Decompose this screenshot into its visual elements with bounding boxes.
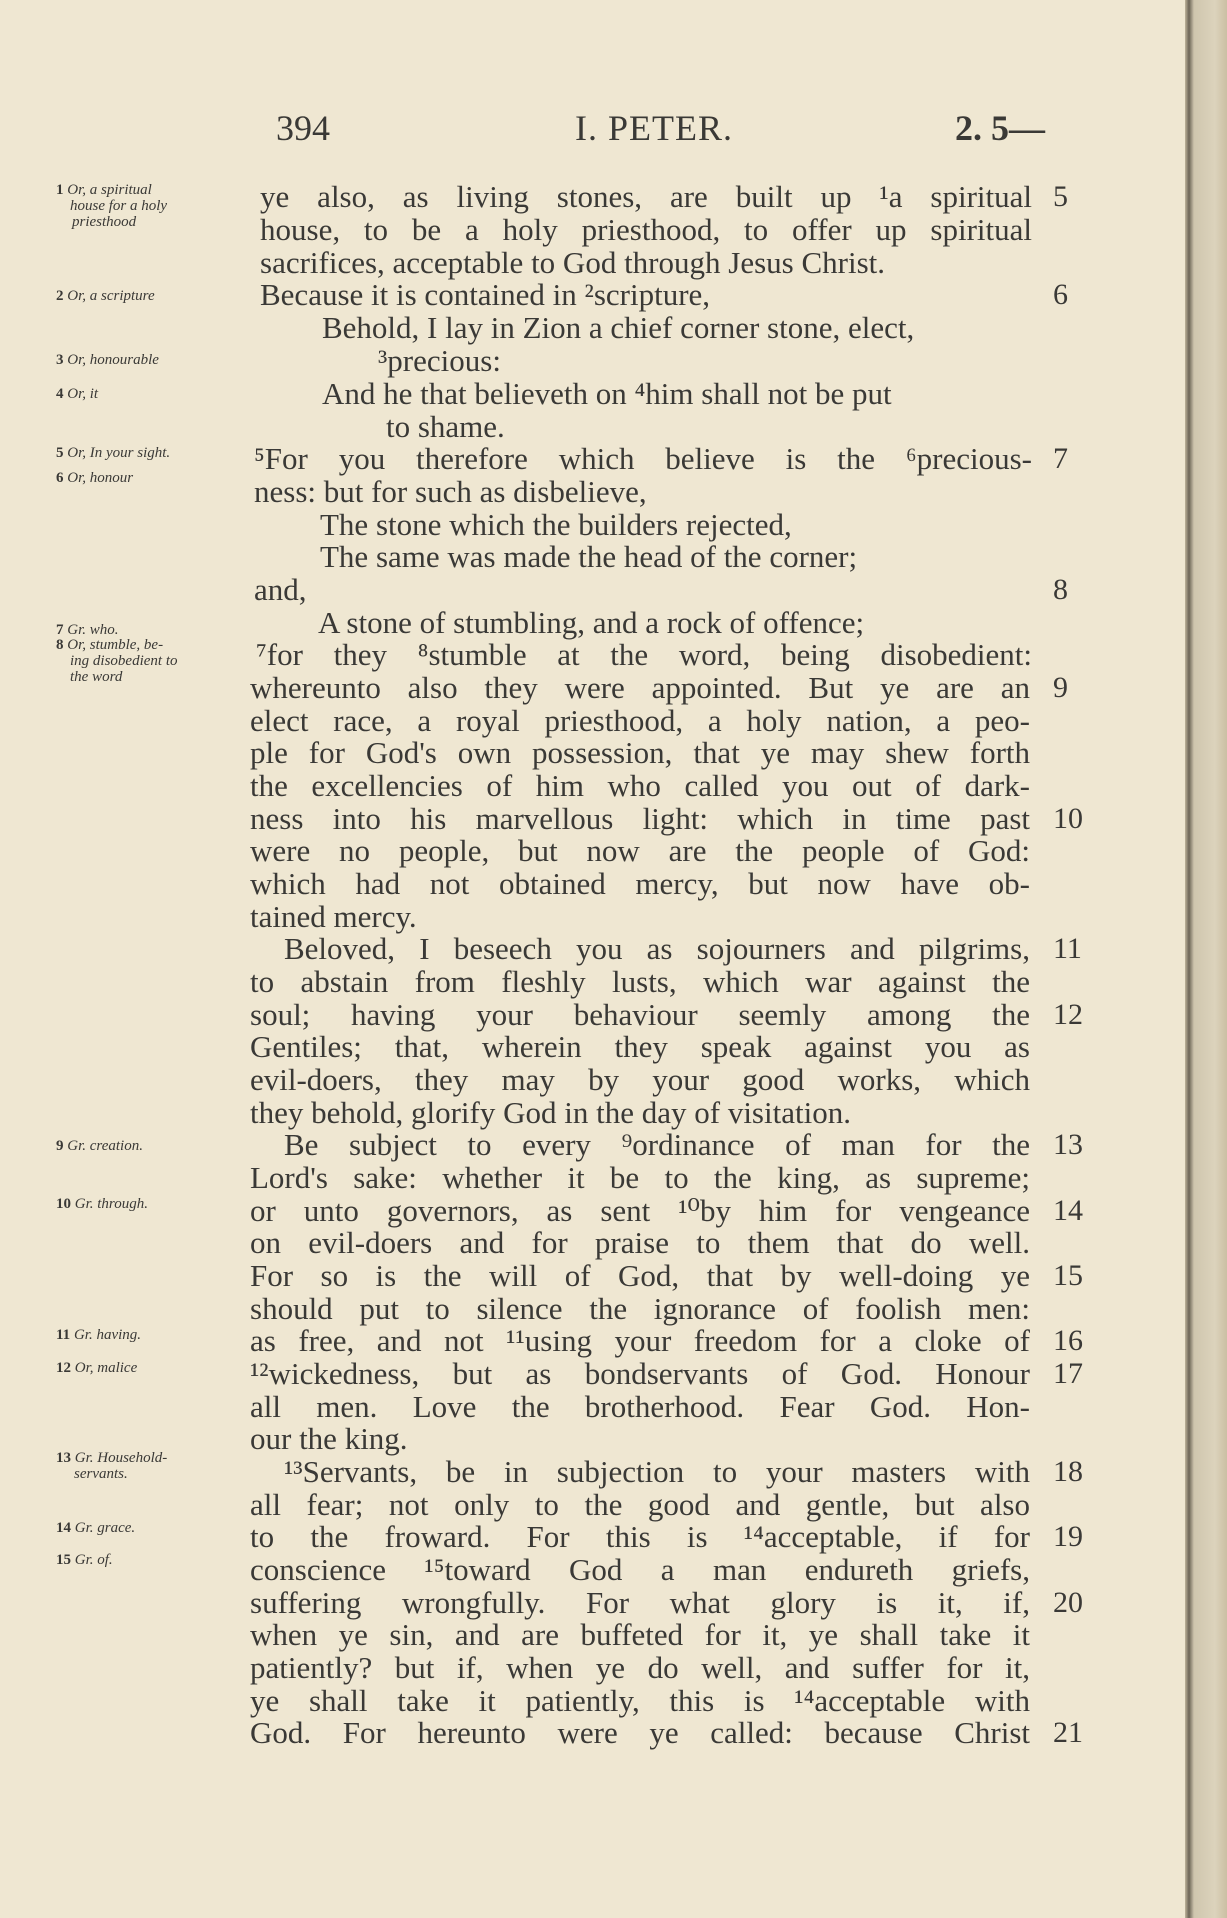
note: 7 Gr. who. <box>56 622 119 638</box>
text-line: evil-doers, they may by your good works, which <box>250 1062 1030 1097</box>
note: 4 Or, it <box>56 386 99 402</box>
text-line: all fear; not only to the good and gentle, but also <box>250 1487 1030 1522</box>
verse-number: 6 <box>1053 278 1068 311</box>
text-line: Lord's sake: whether it be to the king, as supreme; <box>250 1160 1030 1195</box>
note: 9 Gr. creation. <box>56 1138 143 1154</box>
page-number: 394 <box>276 108 330 148</box>
text-line: And he that believeth on ⁴him shall not be put <box>322 376 892 411</box>
verse-number: 10 <box>1053 802 1083 835</box>
text-line: the excellencies of him who called you out of dark- <box>250 768 1030 803</box>
text-line: they behold, glorify God in the day of visitation. <box>250 1095 851 1130</box>
text-line: suffering wrongfully. For what glory is it, if, <box>250 1585 1030 1620</box>
verse-number: 21 <box>1053 1716 1083 1749</box>
verse-number: 5 <box>1053 180 1068 213</box>
text-line: Be subject to every ⁹ordinance of man for the <box>284 1127 1030 1162</box>
verse-number: 20 <box>1053 1586 1083 1619</box>
text-line: whereunto also they were appointed. But ye are an <box>250 670 1030 705</box>
text-line: house, to be a holy priesthood, to offer up spiritual <box>260 212 1032 247</box>
note: ing disobedient to <box>70 653 178 669</box>
verse-number: 17 <box>1053 1357 1083 1390</box>
note: house for a holy <box>70 198 168 214</box>
text-line: on evil-doers and for praise to them that do well. <box>250 1225 1030 1260</box>
text-line: Gentiles; that, wherein they speak against you as <box>250 1029 1030 1064</box>
verse-number: 14 <box>1053 1194 1083 1227</box>
verse-number: 15 <box>1053 1259 1083 1292</box>
text-line: or unto governors, as sent ¹⁰by him for vengeance <box>250 1193 1030 1228</box>
text-line: A stone of stumbling, and a rock of offence; <box>318 605 865 640</box>
note: 15 Gr. of. <box>56 1552 113 1568</box>
note: 12 Or, malice <box>56 1360 138 1376</box>
note: 3 Or, honourable <box>56 352 159 368</box>
note: 13 Gr. Household- <box>56 1450 168 1466</box>
note: 11 Gr. having. <box>56 1327 142 1343</box>
text-line: were no people, but now are the people of God: <box>250 833 1030 868</box>
verse-number: 18 <box>1053 1455 1083 1488</box>
verse-number: 19 <box>1053 1520 1083 1553</box>
text-line: to shame. <box>386 409 505 444</box>
text-line: Because it is contained in ²scripture, <box>260 277 711 312</box>
text-line: our the king. <box>250 1421 408 1456</box>
chapter-reference: 2. 5— <box>955 108 1045 148</box>
text-line: ness into his marvellous light: which in time past <box>250 801 1030 836</box>
text-line: tained mercy. <box>250 899 417 934</box>
verse-number: 12 <box>1053 998 1083 1031</box>
note: 5 Or, In your sight. <box>56 445 171 461</box>
text-line: Beloved, I beseech you as sojourners and pilgrims, <box>284 931 1030 966</box>
note: the word <box>70 669 123 685</box>
text-line: as free, and not ¹¹using your freedom for a cloke of <box>250 1323 1030 1358</box>
note: 14 Gr. grace. <box>56 1520 136 1536</box>
note: servants. <box>74 1466 128 1482</box>
text-line: The same was made the head of the corner; <box>320 539 858 574</box>
text-line: ⁷for they ⁸stumble at the word, being disobedient: <box>256 637 1032 672</box>
text-line: soul; having your behaviour seemly among the <box>250 997 1030 1032</box>
text-line: For so is the will of God, that by well-doing ye <box>250 1258 1030 1293</box>
text-line: The stone which the builders rejected, <box>320 507 792 542</box>
verse-number: 11 <box>1053 932 1082 965</box>
text-line: to abstain from fleshly lusts, which war against the <box>250 964 1030 999</box>
verse-number: 16 <box>1053 1324 1083 1357</box>
text-line: ¹³Servants, be in subjection to your masters with <box>284 1454 1030 1489</box>
running-header <box>0 107 1100 152</box>
text-line: ye also, as living stones, are built up ¹a spiritual <box>260 179 1032 214</box>
text-line: and, <box>254 572 307 607</box>
text-line: elect race, a royal priesthood, a holy nation, a peo- <box>250 703 1030 738</box>
note: 6 Or, honour <box>56 470 134 486</box>
text-line: ³precious: <box>378 343 501 378</box>
text-line: patiently? but if, when ye do well, and suffer for it, <box>250 1650 1030 1685</box>
verse-number: 13 <box>1053 1128 1083 1161</box>
text-line: sacrifices, acceptable to God through Jesus Christ. <box>260 245 885 280</box>
book-gutter <box>1185 0 1227 1918</box>
note: 10 Gr. through. <box>56 1196 148 1212</box>
text-line: all men. Love the brotherhood. Fear God. Hon- <box>250 1389 1030 1424</box>
text-line: when ye sin, and are buffeted for it, ye shall take it <box>250 1617 1030 1652</box>
text-line: Behold, I lay in Zion a chief corner stone, elect, <box>322 310 915 345</box>
note: 8 Or, stumble, be- <box>56 637 164 653</box>
text-line: God. For hereunto were ye called: because Christ <box>250 1715 1030 1750</box>
text-line: ness: but for such as disbelieve, <box>254 474 647 509</box>
book-title: I. PETER. <box>575 108 733 148</box>
text-line: conscience ¹⁵toward God a man endureth griefs, <box>250 1552 1030 1587</box>
text-line: ¹²wickedness, but as bondservants of God. Honour <box>250 1356 1030 1391</box>
verse-number: 9 <box>1053 671 1068 704</box>
text-line: ye shall take it patiently, this is ¹⁴acceptable with <box>250 1683 1030 1718</box>
note: 1 Or, a spiritual <box>56 182 152 198</box>
note: 2 Or, a scripture <box>56 288 155 304</box>
verse-number: 7 <box>1053 442 1068 475</box>
text-line: ple for God's own possession, that ye may shew forth <box>250 735 1030 770</box>
text-line: should put to silence the ignorance of foolish men: <box>250 1291 1030 1326</box>
text-line: which had not obtained mercy, but now have ob- <box>250 866 1030 901</box>
verse-number: 8 <box>1053 573 1068 606</box>
text-line: ⁵For you therefore which believe is the ⁶precious- <box>254 441 1032 476</box>
note: priesthood <box>72 214 137 230</box>
text-line: to the froward. For this is ¹⁴acceptable, if for <box>250 1519 1030 1554</box>
